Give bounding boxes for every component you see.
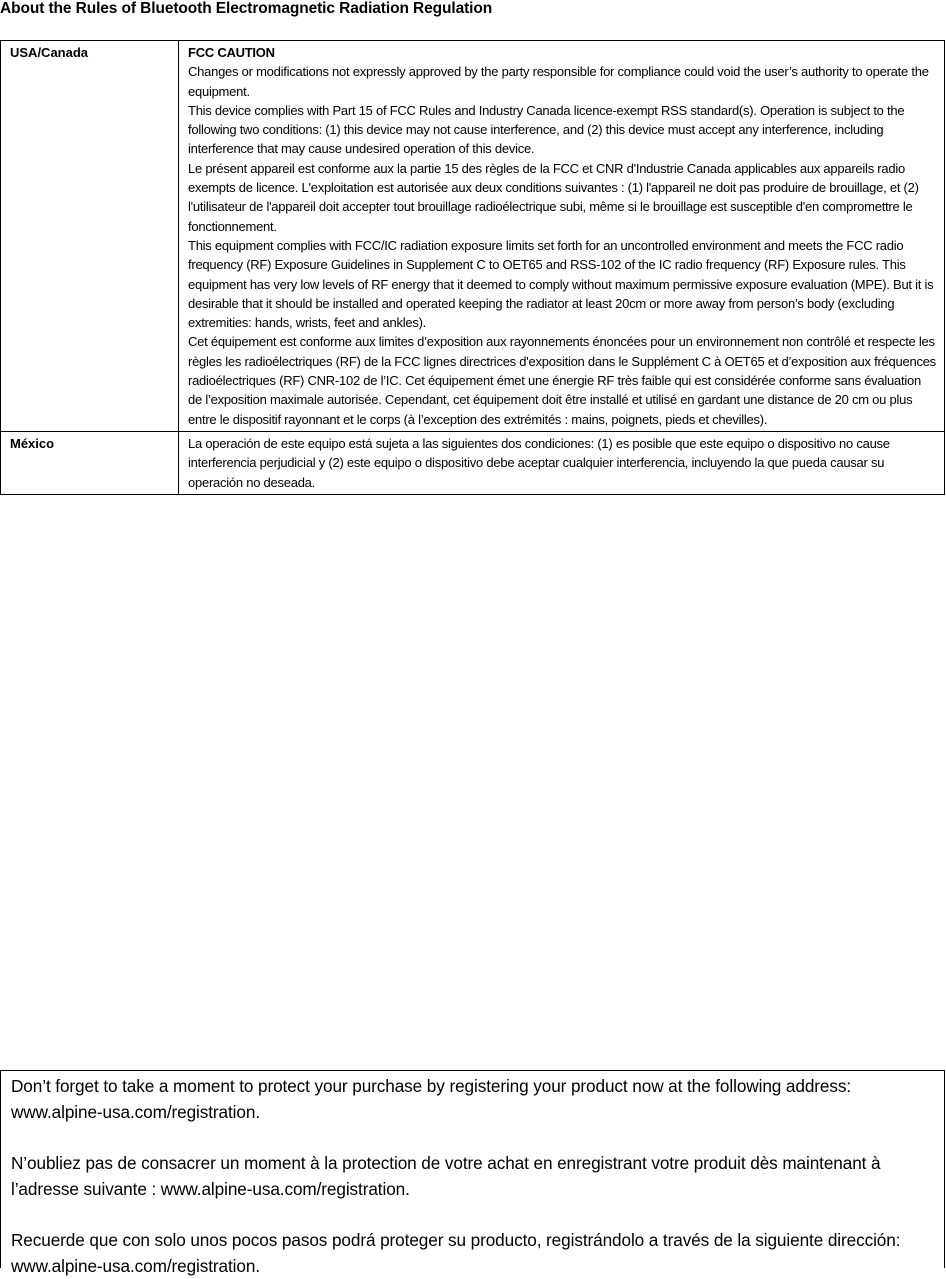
region-label-mexico: México	[1, 431, 179, 494]
table-row	[1, 41, 945, 432]
paragraph-rf-exposure-en: This equipment complies with FCC/IC radiation exposure limits set forth for an uncontrolled environment and meets the FCC radio frequency (RF) Exposure Guidelines in Supplement C to OET65 and RSS-102 of the IC radio frequency (RF) Exposure rules. This equipment has very low levels of RF energy that it deemed to comply without maximum permissive exposure evaluation (MPE). But it is desirable that it should be installed and operated keeping the radiator at least 20cm or more away from person’s body (excluding extremities: hands, wrists, feet and ankles).	[188, 237, 934, 331]
regulation-text-mexico	[179, 431, 945, 494]
paragraph-rf-exposure-fr: Cet équipement est conforme aux limites d’exposition aux rayonnements énoncées pour un environnement non contrôlé et respecte les règles les radioélectriques (RF) de la FCC lignes directrices d'exposition dans le Supplément C à OET65 et d’exposition aux fréquences radioélectriques (RF) CNR-102 de l’IC. Cet équipement émet une énergie RF très faible qui est considérée conforme sans évaluation de l’exposition maximale autorisée. Cependant, cet équipement doit être installé et utilisé en gardant une distance de 20 cm ou plus entre le dispositif rayonnant et le corps (à l’exception des extrémités : mains, poignets, pieds et chevilles).	[188, 334, 936, 427]
registration-english: Don’t forget to take a moment to protect your purchase by registering your product now at the following address: www.alpine-usa.com/registration.	[11, 1076, 852, 1122]
paragraph-part15-en: This device complies with Part 15 of FCC Rules and Industry Canada licence-exempt RSS standard(s). Operation is subject to the following two conditions: (1) this device may not cause interference, and (2) this device must accept any interference, including interference that may cause undesired operation of this device.	[188, 102, 905, 157]
spacer	[11, 1202, 936, 1228]
regulation-text-usa-canada	[179, 41, 945, 432]
paragraph-part15-fr: Le présent appareil est conforme aux la partie 15 des règles de la FCC et CNR d'Industrie Canada applicables aux appareils radio exempts de licence. L'exploitation est autorisée aux deux conditions suivantes : (1) l'appareil ne doit pas produire de brouillage, et (2) l'utilisateur de l'appareil doit accepter tout brouillage radioélectrique subi, même si le brouillage est susceptible d'en compromettre le fonctionnement.	[188, 160, 919, 234]
regulation-table	[0, 40, 945, 495]
page-title: About the Rules of Bluetooth Electromagnetic Radiation Regulation	[0, 0, 493, 17]
registration-notice-box	[0, 1070, 945, 1276]
paragraph-mexico: La operación de este equipo está sujeta a las siguientes dos condiciones: (1) es posible que este equipo o dispositivo no cause interferencia perjudicial y (2) este equipo o dispositivo debe aceptar cualquier interferencia, incluyendo la que pueda causar su operación no deseada.	[188, 435, 890, 490]
registration-french: N’oubliez pas de consacrer un moment à la protection de votre achat en enregistrant votre produit dès maintenant à l’adresse suivante : www.alpine-usa.com/registration.	[11, 1153, 881, 1199]
table-row	[1, 431, 945, 494]
region-label-usa-canada: USA/Canada	[1, 41, 179, 432]
spacer	[11, 1125, 936, 1151]
fcc-caution-heading: FCC CAUTION	[188, 45, 275, 60]
paragraph-modifications: Changes or modifications not expressly approved by the party responsible for compliance could void the user’s authority to operate the equipment.	[188, 64, 929, 99]
registration-spanish: Recuerde que con solo unos pocos pasos podrá proteger su producto, registrándolo a través de la siguiente dirección: www.alpine-usa.com/registration.	[11, 1230, 901, 1276]
